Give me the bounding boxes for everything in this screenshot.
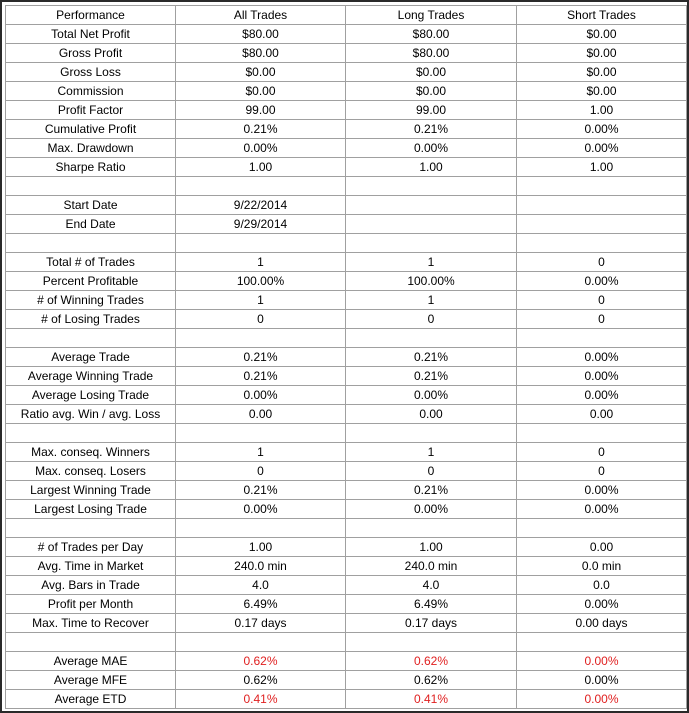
cell-short-trades[interactable]: 1.00 (517, 101, 687, 120)
table-row[interactable] (6, 196, 687, 215)
cell-short-trades[interactable]: 0.00 days (517, 614, 687, 633)
cell-long-trades[interactable]: 0.21% (346, 481, 517, 500)
cell-short-trades[interactable]: 0 (517, 253, 687, 272)
cell-short-trades[interactable]: 0.00% (517, 348, 687, 367)
column-header-short-trades[interactable]: Short Trades (517, 6, 687, 25)
cell-all-trades[interactable]: 0 (176, 462, 346, 481)
row-label[interactable] (6, 234, 176, 253)
column-header-all-trades[interactable]: All Trades (176, 6, 346, 25)
cell-all-trades[interactable]: 0.00% (176, 500, 346, 519)
table-row[interactable] (6, 576, 687, 595)
cell-all-trades[interactable]: 1.00 (176, 538, 346, 557)
cell-short-trades[interactable] (517, 196, 687, 215)
cell-short-trades[interactable]: 0.00 (517, 538, 687, 557)
table-row[interactable] (6, 310, 687, 329)
cell-all-trades[interactable]: 0 (176, 310, 346, 329)
cell-all-trades[interactable]: 0.17 days (176, 614, 346, 633)
table-row[interactable] (6, 272, 687, 291)
cell-short-trades[interactable]: 0.00% (517, 671, 687, 690)
table-row[interactable] (6, 291, 687, 310)
cell-long-trades[interactable]: 100.00% (346, 272, 517, 291)
cell-all-trades[interactable] (176, 329, 346, 348)
cell-short-trades[interactable]: 0.00% (517, 386, 687, 405)
cell-all-trades[interactable]: 240.0 min (176, 557, 346, 576)
cell-long-trades[interactable]: 1.00 (346, 538, 517, 557)
cell-long-trades[interactable] (346, 424, 517, 443)
cell-long-trades[interactable] (346, 234, 517, 253)
cell-long-trades[interactable]: 1 (346, 443, 517, 462)
cell-short-trades[interactable]: 0.00% (517, 481, 687, 500)
cell-short-trades[interactable]: $0.00 (517, 82, 687, 101)
cell-all-trades[interactable]: 1 (176, 443, 346, 462)
cell-long-trades[interactable]: 4.0 (346, 576, 517, 595)
cell-long-trades[interactable]: 0 (346, 462, 517, 481)
table-row[interactable] (6, 652, 687, 671)
cell-short-trades[interactable] (517, 177, 687, 196)
cell-short-trades[interactable]: $0.00 (517, 63, 687, 82)
cell-all-trades[interactable] (176, 519, 346, 538)
cell-all-trades[interactable]: 6.49% (176, 595, 346, 614)
cell-all-trades[interactable]: 100.00% (176, 272, 346, 291)
row-label[interactable]: Average ETD (6, 690, 176, 709)
row-label[interactable]: Percent Profitable (6, 272, 176, 291)
performance-table-body (6, 25, 687, 709)
row-label[interactable] (6, 633, 176, 652)
table-row[interactable] (6, 595, 687, 614)
table-row[interactable] (6, 253, 687, 272)
cell-all-trades[interactable]: 0.21% (176, 367, 346, 386)
table-row[interactable] (6, 44, 687, 63)
table-row[interactable] (6, 25, 687, 44)
cell-short-trades[interactable]: 0.00% (517, 139, 687, 158)
table-row[interactable] (6, 348, 687, 367)
cell-long-trades[interactable]: 0.00% (346, 500, 517, 519)
row-label[interactable] (6, 424, 176, 443)
cell-all-trades[interactable]: 4.0 (176, 576, 346, 595)
cell-short-trades[interactable]: 0.0 min (517, 557, 687, 576)
row-label[interactable]: Profit Factor (6, 101, 176, 120)
cell-all-trades[interactable]: 0.21% (176, 481, 346, 500)
cell-all-trades[interactable]: 9/22/2014 (176, 196, 346, 215)
cell-long-trades[interactable]: 0 (346, 310, 517, 329)
cell-all-trades[interactable]: $0.00 (176, 82, 346, 101)
cell-long-trades[interactable]: 99.00 (346, 101, 517, 120)
row-label[interactable]: Cumulative Profit (6, 120, 176, 139)
cell-long-trades[interactable]: 0.17 days (346, 614, 517, 633)
column-header-long-trades[interactable]: Long Trades (346, 6, 517, 25)
column-header-performance[interactable]: Performance (6, 6, 176, 25)
cell-short-trades[interactable]: 0.00% (517, 500, 687, 519)
table-row[interactable] (6, 500, 687, 519)
row-label[interactable]: Profit per Month (6, 595, 176, 614)
spacer-row[interactable] (6, 329, 687, 348)
row-label[interactable]: Ratio avg. Win / avg. Loss (6, 405, 176, 424)
row-label[interactable]: Average Winning Trade (6, 367, 176, 386)
spacer-row[interactable] (6, 424, 687, 443)
cell-long-trades[interactable] (346, 519, 517, 538)
table-row[interactable] (6, 614, 687, 633)
row-label[interactable]: Start Date (6, 196, 176, 215)
cell-short-trades[interactable]: 0.00% (517, 272, 687, 291)
row-label[interactable]: Total Net Profit (6, 25, 176, 44)
cell-short-trades[interactable]: 0 (517, 291, 687, 310)
table-row[interactable] (6, 538, 687, 557)
cell-all-trades[interactable]: $0.00 (176, 63, 346, 82)
cell-long-trades[interactable] (346, 215, 517, 234)
cell-all-trades[interactable]: 0.00 (176, 405, 346, 424)
cell-long-trades[interactable]: 1 (346, 253, 517, 272)
cell-long-trades[interactable]: 0.00 (346, 405, 517, 424)
cell-all-trades[interactable] (176, 633, 346, 652)
row-label[interactable]: Average Trade (6, 348, 176, 367)
table-row[interactable] (6, 367, 687, 386)
row-label[interactable]: Largest Losing Trade (6, 500, 176, 519)
cell-long-trades[interactable]: 0.41% (346, 690, 517, 709)
cell-short-trades[interactable]: 0.00% (517, 367, 687, 386)
table-row[interactable] (6, 139, 687, 158)
table-row[interactable] (6, 462, 687, 481)
row-label[interactable]: Total # of Trades (6, 253, 176, 272)
row-label[interactable]: Avg. Time in Market (6, 557, 176, 576)
cell-all-trades[interactable]: 99.00 (176, 101, 346, 120)
cell-all-trades[interactable]: 0.00% (176, 139, 346, 158)
cell-long-trades[interactable]: 240.0 min (346, 557, 517, 576)
cell-short-trades[interactable] (517, 519, 687, 538)
cell-long-trades[interactable]: $80.00 (346, 44, 517, 63)
table-row[interactable] (6, 120, 687, 139)
row-label[interactable]: Gross Loss (6, 63, 176, 82)
table-row[interactable] (6, 386, 687, 405)
cell-short-trades[interactable]: 0.0 (517, 576, 687, 595)
cell-long-trades[interactable]: 0.21% (346, 120, 517, 139)
cell-all-trades[interactable]: 1.00 (176, 158, 346, 177)
row-label[interactable]: Max. conseq. Losers (6, 462, 176, 481)
row-label[interactable] (6, 177, 176, 196)
cell-long-trades[interactable]: 0.21% (346, 348, 517, 367)
cell-short-trades[interactable]: 0 (517, 443, 687, 462)
row-label[interactable]: Sharpe Ratio (6, 158, 176, 177)
row-label[interactable] (6, 519, 176, 538)
cell-long-trades[interactable]: $80.00 (346, 25, 517, 44)
cell-all-trades[interactable]: $80.00 (176, 44, 346, 63)
cell-long-trades[interactable]: 0.62% (346, 671, 517, 690)
cell-all-trades[interactable] (176, 234, 346, 253)
cell-long-trades[interactable]: 1 (346, 291, 517, 310)
table-row[interactable] (6, 690, 687, 709)
table-row[interactable] (6, 671, 687, 690)
table-row[interactable] (6, 82, 687, 101)
cell-short-trades[interactable]: 0.00% (517, 690, 687, 709)
row-label[interactable]: Gross Profit (6, 44, 176, 63)
cell-all-trades[interactable]: 0.62% (176, 652, 346, 671)
cell-short-trades[interactable]: 1.00 (517, 158, 687, 177)
table-row[interactable] (6, 158, 687, 177)
header-row (6, 6, 687, 25)
cell-long-trades[interactable] (346, 177, 517, 196)
cell-short-trades[interactable]: 0 (517, 310, 687, 329)
cell-short-trades[interactable]: $0.00 (517, 25, 687, 44)
cell-short-trades[interactable]: $0.00 (517, 44, 687, 63)
row-label[interactable]: End Date (6, 215, 176, 234)
row-label[interactable]: Largest Winning Trade (6, 481, 176, 500)
cell-long-trades[interactable] (346, 329, 517, 348)
cell-short-trades[interactable]: 0.00 (517, 405, 687, 424)
cell-short-trades[interactable] (517, 329, 687, 348)
row-label[interactable]: Commission (6, 82, 176, 101)
cell-all-trades[interactable]: 0.62% (176, 671, 346, 690)
cell-long-trades[interactable]: 0.00% (346, 139, 517, 158)
cell-all-trades[interactable]: $80.00 (176, 25, 346, 44)
cell-all-trades[interactable]: 1 (176, 291, 346, 310)
row-label[interactable]: Max. Time to Recover (6, 614, 176, 633)
row-label[interactable] (6, 329, 176, 348)
cell-long-trades[interactable]: $0.00 (346, 63, 517, 82)
table-row[interactable] (6, 405, 687, 424)
spacer-row[interactable] (6, 177, 687, 196)
table-row[interactable] (6, 557, 687, 576)
performance-table (5, 5, 687, 709)
cell-long-trades[interactable]: 0.00% (346, 386, 517, 405)
cell-short-trades[interactable] (517, 633, 687, 652)
table-row[interactable] (6, 215, 687, 234)
cell-short-trades[interactable]: 0.00% (517, 120, 687, 139)
row-label[interactable]: Average MAE (6, 652, 176, 671)
cell-short-trades[interactable] (517, 424, 687, 443)
cell-long-trades[interactable] (346, 633, 517, 652)
row-label[interactable]: # of Losing Trades (6, 310, 176, 329)
cell-all-trades[interactable]: 0.21% (176, 120, 346, 139)
cell-long-trades[interactable]: 0.21% (346, 367, 517, 386)
cell-all-trades[interactable]: 9/29/2014 (176, 215, 346, 234)
table-row[interactable] (6, 101, 687, 120)
row-label[interactable]: # of Winning Trades (6, 291, 176, 310)
cell-all-trades[interactable]: 0.00% (176, 386, 346, 405)
row-label[interactable]: Max. Drawdown (6, 139, 176, 158)
cell-all-trades[interactable]: 0.41% (176, 690, 346, 709)
row-label[interactable]: Average MFE (6, 671, 176, 690)
cell-all-trades[interactable] (176, 424, 346, 443)
cell-long-trades[interactable]: 0.62% (346, 652, 517, 671)
table-row[interactable] (6, 481, 687, 500)
spacer-row[interactable] (6, 234, 687, 253)
row-label[interactable]: Avg. Bars in Trade (6, 576, 176, 595)
row-label[interactable]: Average Losing Trade (6, 386, 176, 405)
cell-all-trades[interactable]: 0.21% (176, 348, 346, 367)
cell-long-trades[interactable]: 1.00 (346, 158, 517, 177)
table-row[interactable] (6, 443, 687, 462)
cell-long-trades[interactable]: $0.00 (346, 82, 517, 101)
row-label[interactable]: Max. conseq. Winners (6, 443, 176, 462)
cell-all-trades[interactable] (176, 177, 346, 196)
cell-long-trades[interactable] (346, 196, 517, 215)
cell-all-trades[interactable]: 1 (176, 253, 346, 272)
cell-short-trades[interactable] (517, 234, 687, 253)
cell-short-trades[interactable]: 0.00% (517, 595, 687, 614)
cell-long-trades[interactable]: 6.49% (346, 595, 517, 614)
row-label[interactable]: # of Trades per Day (6, 538, 176, 557)
spacer-row[interactable] (6, 519, 687, 538)
spacer-row[interactable] (6, 633, 687, 652)
cell-short-trades[interactable]: 0.00% (517, 652, 687, 671)
table-row[interactable] (6, 63, 687, 82)
cell-short-trades[interactable] (517, 215, 687, 234)
cell-short-trades[interactable]: 0 (517, 462, 687, 481)
